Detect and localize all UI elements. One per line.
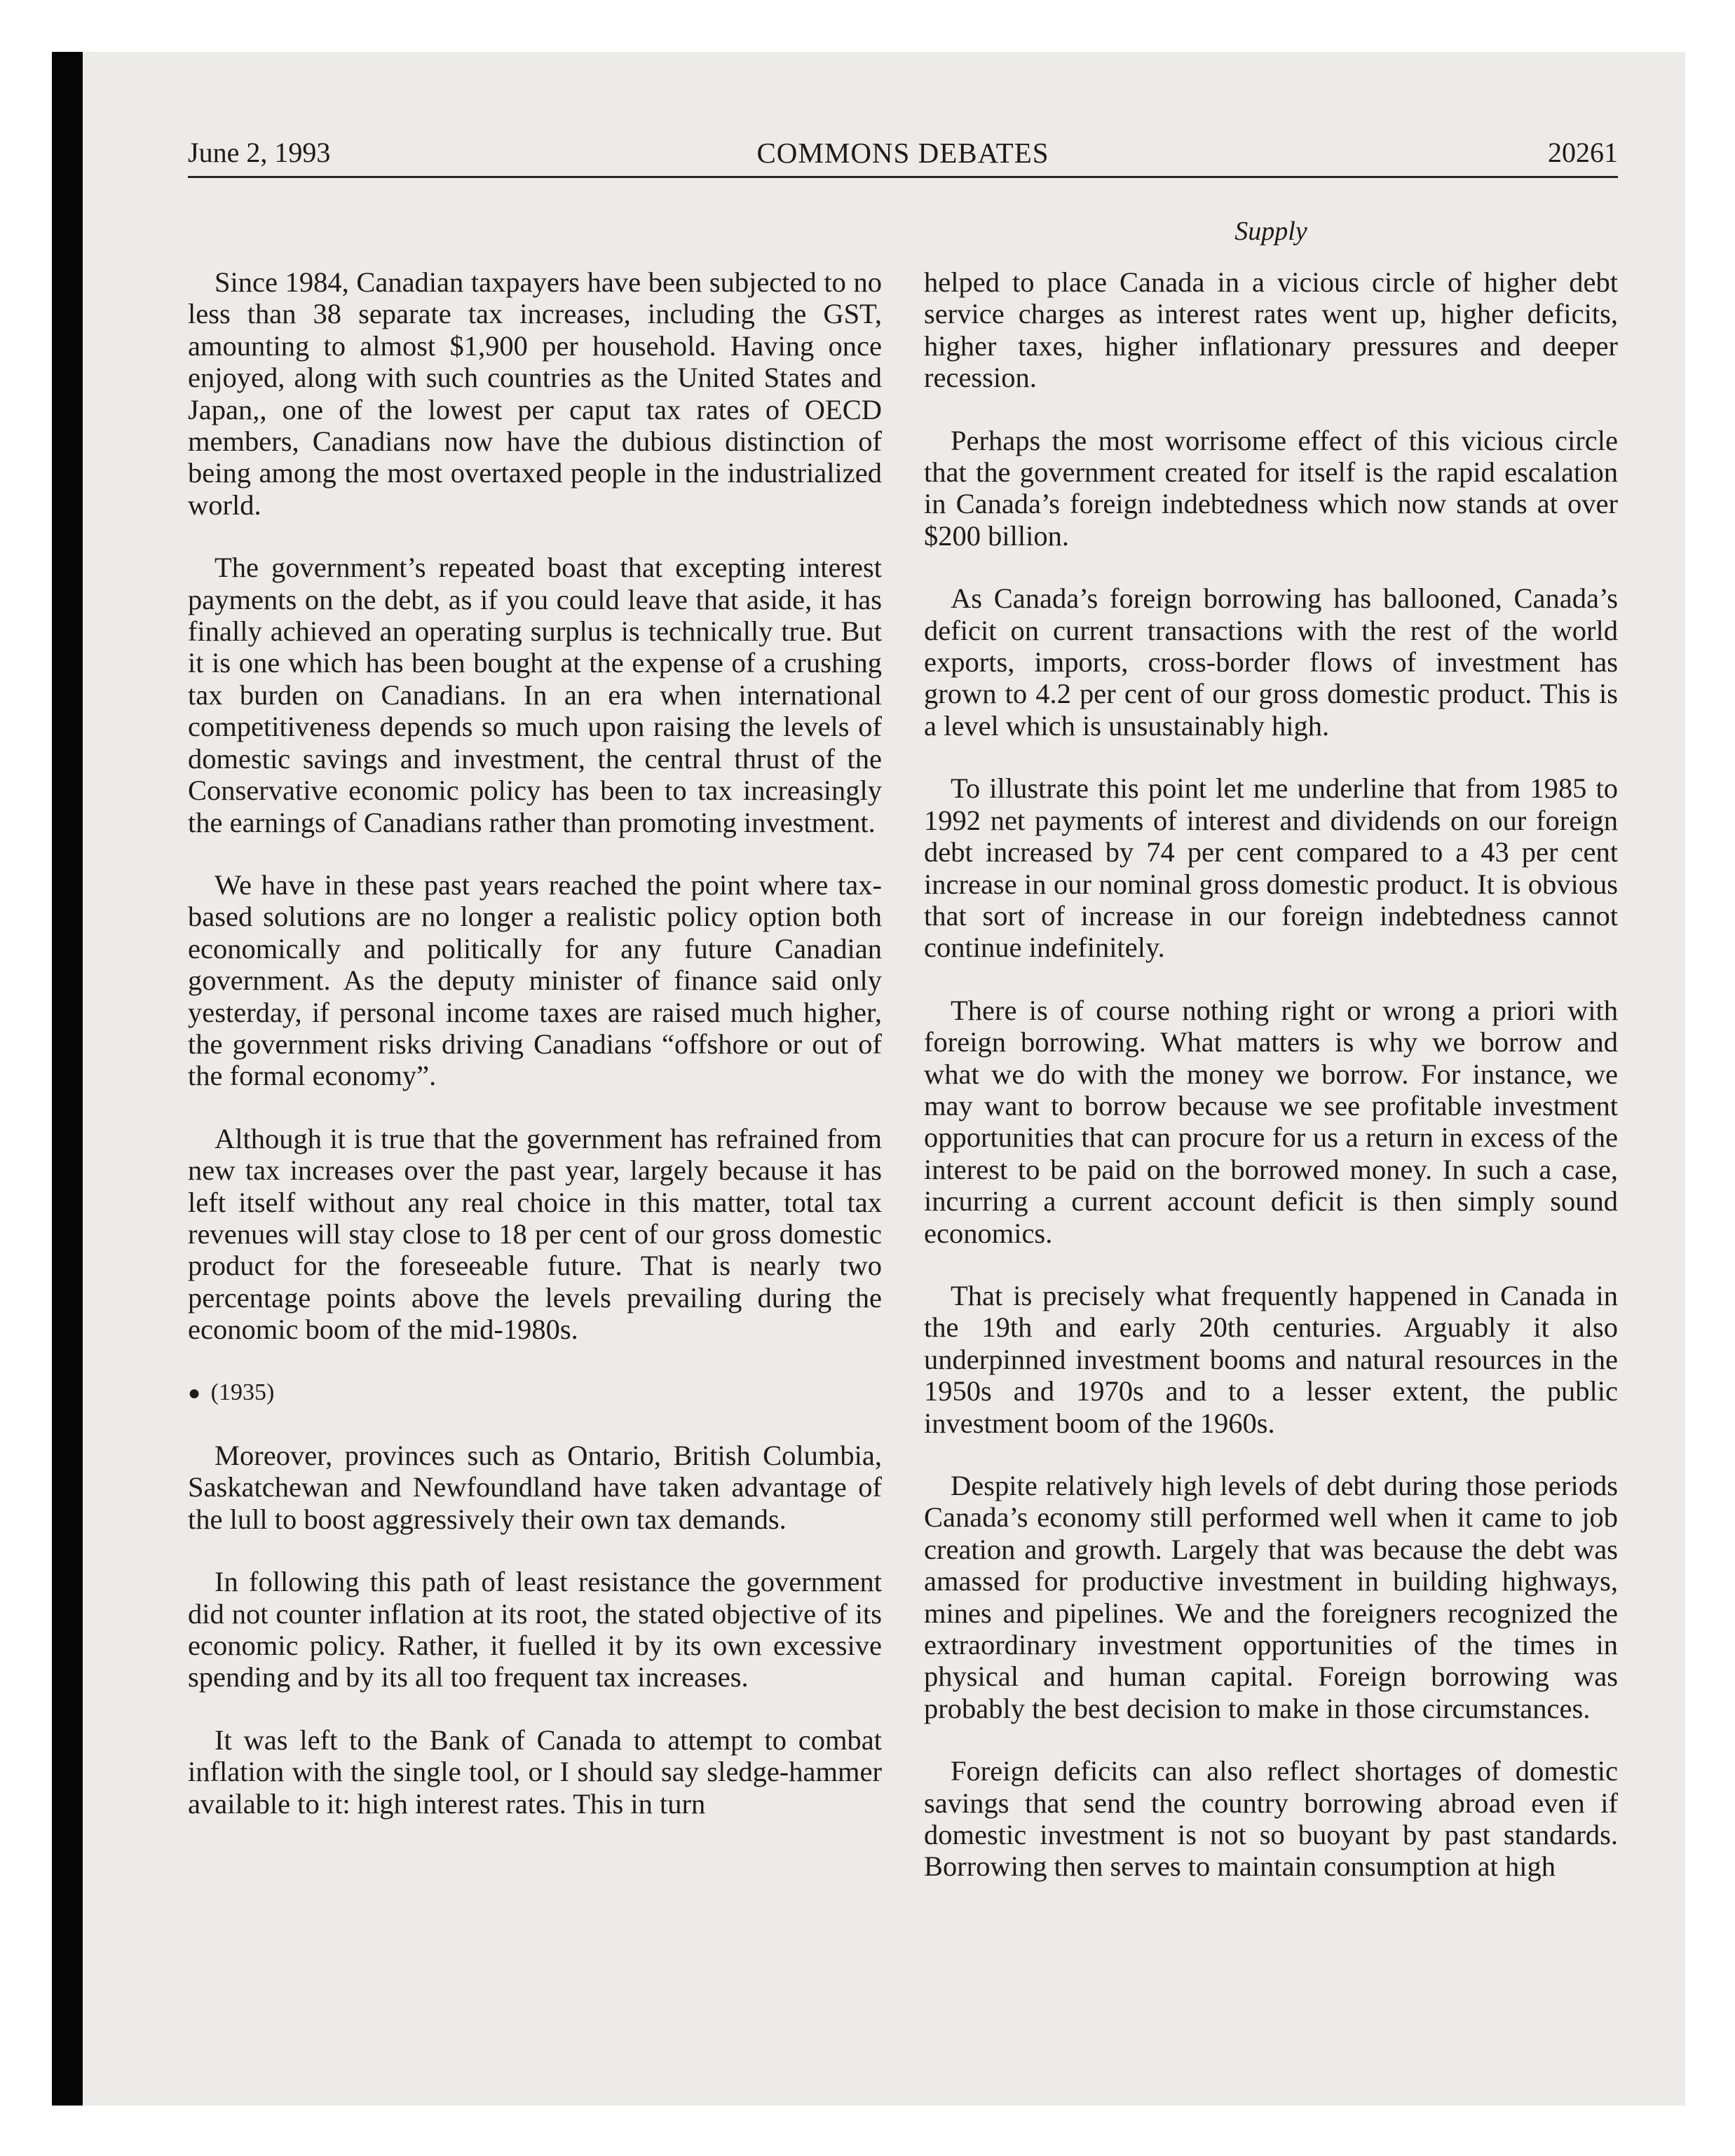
header-rule <box>188 176 1618 178</box>
paragraph: We have in these past years reached the point where tax-based solutions are no longer a realistic policy option both economically and politically for any future Canadian government. As the deputy minister of finance said only yesterday, if personal income taxes are raised much higher, the government risks driving Canadians “offshore or out of the formal economy”. <box>188 868 882 1092</box>
bullet-icon: ● <box>188 1381 201 1405</box>
paragraph: That is precisely what frequently happened in Canada in the 19th and early 20th centuries. Arguably it also underpinned investment booms and natural resources in the 1950s and 1970s and to a lesser extent, the public investment boom of the 1960s. <box>924 1279 1618 1439</box>
left-column <box>188 266 882 1850</box>
paragraph: Moreover, provinces such as Ontario, British Columbia, Saskatchewan and Newfoundland have taken advantage of the lull to boost aggressively their own tax demands. <box>188 1440 882 1535</box>
paragraph: Despite relatively high levels of debt during those periods Canada’s economy still performed well when it came to job creation and growth. Largely that was because the debt was amassed for productive investment in building highways, mines and pipelines. We and the foreigners recognized the extraordinary investment opportunities of the times in physical and human capital. Foreign borrowing was probably the best decision to make in those circumstances. <box>924 1470 1618 1724</box>
publication-title: COMMONS DEBATES <box>756 137 1049 169</box>
section-label: Supply <box>1234 217 1307 246</box>
paragraph: It was left to the Bank of Canada to attempt to combat inflation with the single tool, or I should say sledge-hammer available to it: high interest rates. This in turn <box>188 1724 882 1820</box>
running-header <box>188 129 1618 174</box>
paragraph: In following this path of least resistance the government did not counter inflation at its root, the stated objective of its economic policy. Rather, it fuelled it by its own excessive spending and by its all too frequent tax increases. <box>188 1566 882 1693</box>
paragraph: Perhaps the most worrisome effect of this vicious circle that the government created for itself is the rapid escalation in Canada’s foreign indebtedness which now stands at over $200 billion. <box>924 424 1618 552</box>
time-marker-label: (1935) <box>210 1379 275 1405</box>
paragraph: To illustrate this point let me underline that from 1985 to 1992 net payments of interest and dividends on our foreign debt increased by 74 per cent compared to a 43 per cent increase in our nominal gross domestic product. It is obvious that sort of increase in our foreign indebtedness cannot continue indefinitely. <box>924 772 1618 964</box>
paragraph: Foreign deficits can also reflect shortages of domestic savings that send the country borrowing abroad even if domestic investment is not so buoyant by past standards. Borrowing then serves to maintain consumption at high <box>924 1755 1618 1883</box>
paragraph: Since 1984, Canadian taxpayers have been subjected to no less than 38 separate tax increases, including the GST, amounting to almost $1,900 per household. Having once enjoyed, along with such countries as the United States and Japan,, one of the lowest per caput tax rates of OECD members, Canadians now have the dubious distinction of being among the most overtaxed people in the industrialized world. <box>188 266 882 521</box>
paragraph: As Canada’s foreign borrowing has ballooned, Canada’s deficit on current transactions with the rest of the world exports, imports, cross-border flows of investment has grown to 4.2 per cent of our gross domestic product. This is a level which is unsustainably high. <box>924 582 1618 742</box>
paragraph: There is of course nothing right or wrong a priori with foreign borrowing. What matters is why we borrow and what we do with the money we borrow. For instance, we may want to borrow because we see profitable investment opportunities that can procure for us a return in excess of the interest to be paid on the borrowed money. In such a case, incurring a current account deficit is then simply sound economics. <box>924 994 1618 1249</box>
time-marker <box>188 1377 882 1409</box>
right-column <box>924 266 1618 1913</box>
header-date: June 2, 1993 <box>188 137 331 168</box>
paragraph: helped to place Canada in a vicious circle of higher debt service charges as interest rates went up, higher deficits, higher taxes, higher inflationary pressures and deeper recession. <box>924 266 1618 394</box>
binding-shadow <box>52 52 83 2106</box>
page-number: 20261 <box>1548 137 1618 168</box>
paragraph: The government’s repeated boast that excepting interest payments on the debt, as if you could leave that aside, it has finally achieved an operating surplus is technically true. But it is one which has been bought at the expense of a crushing tax burden on Canadians. In an era when international competitiveness depends so much upon raising the levels of domestic savings and investment, the central thrust of the Conservative economic policy has been to tax increasingly the earnings of Canadians rather than promoting investment. <box>188 552 882 838</box>
paragraph: Although it is true that the government has refrained from new tax increases over the past year, largely because it has left itself without any real choice in this matter, total tax revenues will stay close to 18 per cent of our gross domestic product for the foreseeable future. That is nearly two percentage points above the levels prevailing during the economic boom of the mid-1980s. <box>188 1122 882 1346</box>
